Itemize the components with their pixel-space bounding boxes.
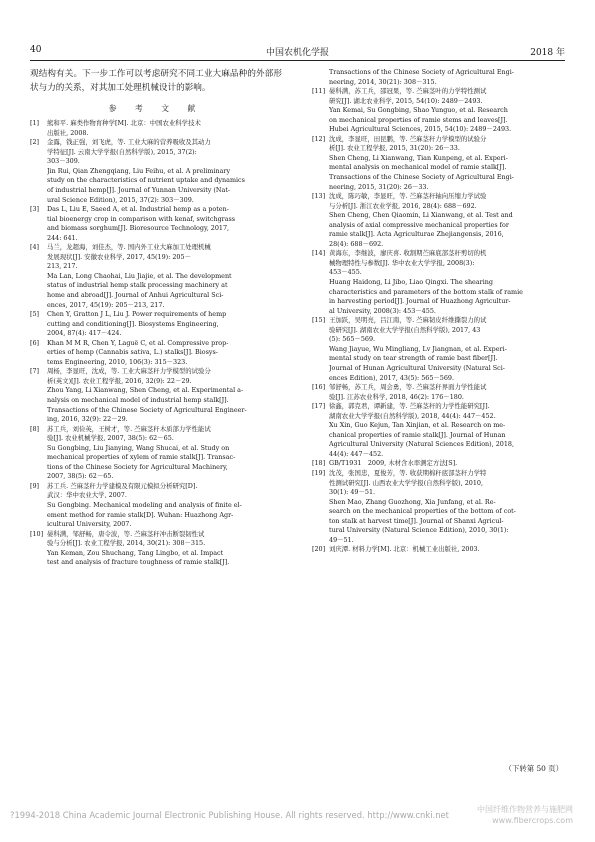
reference-line: ton stalk at harvest time[J]. Journal of Shanxi Agricul- (329, 516, 504, 525)
reference-line: 验与分析[J]. 农业工程学报, 2014, 30(21): 308－315. (47, 539, 206, 548)
reference-number: [20] (312, 545, 326, 554)
watermark-title: 中国纤维作物营养与施肥网 (477, 805, 573, 814)
reference-line: mental analysis on mechanical model of ramie stalk[J]. (329, 163, 507, 172)
reference-line: 湖南农业大学学报(自然科学版), 2018, 44(4): 447－452. (329, 411, 496, 420)
reference-number: [7] (30, 367, 40, 376)
reference-entry (312, 87, 564, 135)
reference-entry (30, 339, 282, 368)
reference-line: 武汉：华中农业大学, 2007. (47, 491, 127, 500)
reference-line: 晏科满，苏工兵，邵冠果，等. 苎麻茎叶的力学特性测试 (329, 87, 487, 96)
reference-line: 析(英文)[J]. 农业工程学报, 2016, 32(9): 22－29. (47, 376, 192, 385)
reference-number: [12] (312, 134, 326, 143)
reference-line: Yan Keman, Zou Shuchang, Tang Lingbo, et al. Impact (47, 548, 224, 557)
reference-line: 晏科满，邹舒畅，唐令波，等. 苎麻茎秆冲击断裂韧性试 (47, 529, 205, 538)
reference-line: 沈成，陈巧敏，李显旺，等. 苎麻茎秆轴向压缩力学试验 (329, 192, 487, 201)
reference-line: Zhou Yang, Li Xianwang, Shen Cheng, et al. Experimental a- (47, 386, 244, 395)
reference-line: 213, 217. (47, 262, 78, 271)
reference-line: Hubei Agricultural Sciences, 2015, 54(10): 2489－2493. (329, 125, 512, 134)
reference-line: 苏工兵. 苎麻茎秆力学建模及有限元模拟分析研究[D]. (47, 481, 198, 490)
reference-line: tems Engineering, 2010, 106(3): 315－323. (47, 357, 188, 366)
reference-line: Agricultural University (Natural Sciences Edition), 2018, (329, 440, 515, 449)
reference-entry (312, 135, 564, 192)
reference-number: [11] (312, 87, 326, 96)
reference-line: 303－309. (47, 157, 80, 166)
reference-number: [13] (312, 192, 326, 201)
reference-line: Su Gongbing. Mechanical modeling and analysis of finite el- (47, 501, 242, 510)
reference-line: Shen Cheng, Chen Qiaomin, Li Xianwang, et al. Test and (329, 211, 513, 220)
reference-line: on mechanical properties of ramie stems and leaves[J]. (329, 115, 508, 124)
reference-line: mechanical properties of xylem of ramie stalk[J]. Transac- (47, 453, 236, 462)
reference-entry (30, 138, 282, 205)
reference-line: cutting and conditioning[J]. Biosystems Engineering, (47, 319, 219, 328)
reference-line: status of industrial hemp stalk processing machinery at (47, 281, 228, 290)
reference-line: 马兰，龙超海，刘佳杰，等. 国内外工业大麻加工处理机械 (47, 243, 211, 252)
reference-line: 44(4): 447－452. (329, 449, 384, 458)
reference-number: [18] (312, 459, 326, 468)
reference-line: 研究[J]. 湖北农业科学, 2015, 54(10): 2489－2493. (329, 96, 483, 105)
journal-title: 中国农机化学报 (265, 48, 329, 58)
reference-line: al University, 2008(3): 453－455. (329, 306, 436, 315)
reference-line: Transactions of the Chinese Society of Agricultural Engi- (329, 173, 514, 182)
reference-number: [17] (312, 402, 326, 411)
reference-line: Xu Xin, Guo Kejun, Tan Xinjian, et al. Research on me- (329, 421, 506, 430)
reference-line: Shen Cheng, Li Xianwang, Tian Kunpeng, et al. Experi- (329, 153, 508, 162)
reference-line: chanical properties of ramie stalk[J]. Journal of Hunan (329, 430, 506, 439)
reference-entry (312, 402, 564, 459)
reference-line: ing, 2016, 32(9): 22－29. (47, 415, 128, 424)
reference-line: ural Science Edition), 2015, 37(2): 303－309. (47, 195, 194, 204)
reference-entry (30, 367, 282, 424)
reference-list-left (30, 119, 282, 568)
reference-number: [8] (30, 424, 40, 433)
reference-number: [9] (30, 481, 40, 490)
reference-line: Jin Rui, Qian Zhengqiang, Liu Feihu, et al. A preliminary (47, 166, 231, 175)
reference-line: 黄海东，李继波，廖庆喜. 收割期苎麻底部茎秆剪切的机 (329, 249, 487, 258)
reference-entry (312, 459, 564, 469)
reference-line: 性测试研究[J]. 山西农业大学学报(自然科学版), 2010, (329, 478, 483, 487)
reference-number: [19] (312, 468, 326, 477)
reference-line: 验[J]. 江苏农业科学, 2018, 46(2): 176－180. (329, 392, 464, 401)
reference-line: Shen Mao, Zhang Guozhong, Xia Junfang, et al. Re- (329, 497, 496, 506)
reference-line: 发展现状[J]. 安徽农业科学, 2017, 45(19): 205－ (47, 252, 191, 261)
reference-line: Wang Jiayue, Wu Mingliang, Lv Jiangnan, et al. Experi- (329, 344, 507, 353)
reference-line: 苏工兵，刘俭英，王树才，等. 苎麻茎秆木质部力学性能试 (47, 424, 211, 433)
reference-line: test and analysis of fracture toughness of ramie stalk[J]. (47, 558, 230, 567)
reference-line: 金露，钱正强，刘飞虎，等. 工业大麻的营养吸收及其动力 (47, 138, 211, 147)
reference-line: tial bioenergy crop in comparison with kenaf, switchgrass (47, 214, 236, 223)
reference-line: 与分析[J]. 浙江农业学报, 2016, 28(4): 688－692. (329, 201, 477, 210)
reference-number: [2] (30, 138, 40, 147)
reference-line: 王加跃，吴明亮，吕江南，等. 苎麻韧皮纤维撕裂力的试 (329, 316, 487, 325)
reference-line: home and abroad[J]. Journal of Anhui Agricultural Sci- (47, 290, 224, 299)
reference-number: [14] (312, 249, 326, 258)
reference-line: 析[J]. 农业工程学报, 2015, 31(20): 26－33. (329, 144, 460, 153)
continued-note: （下转第 50 页） (504, 764, 563, 773)
reference-number: [6] (30, 338, 40, 347)
reference-line: 验研究[J]. 湖南农业大学学报(自然科学版), 2017, 43 (329, 325, 481, 334)
reference-entry (30, 530, 282, 568)
reference-entry (30, 482, 282, 530)
reference-line: Chen Y, Gratton J L, Liu J. Power requirements of hemp (47, 310, 227, 319)
reference-line: Khan M M R, Chen Y, Laguë C, et al. Compressive prop- (47, 338, 229, 347)
reference-line: tural University (Natural Science Edition), 2010, 30(1): (329, 526, 509, 535)
reference-line: of industrial hemp[J]. Journal of Yunnan University (Nat- (47, 185, 231, 194)
reference-line: ement method for ramie stalk[D]. Wuhan: Huazhong Agr- (47, 510, 234, 519)
reference-line: 49－51. (329, 535, 354, 544)
reference-line: ramie stalk[J]. Acta Agriculturae Zhejiangensis, 2016, (329, 230, 504, 239)
reference-entry (30, 310, 282, 339)
reference-line: 出版社, 2008. (47, 128, 89, 137)
reference-line: neering, 2015, 31(20): 26－33. (329, 182, 429, 191)
reference-line: Su Gongbing, Liu Jianying, Wang Shucai, et al. Study on (47, 443, 230, 452)
page-header (30, 40, 565, 61)
reference-line: 学特征[J]. 云南大学学报(自然科学版), 2015, 37(2): (47, 147, 197, 156)
reference-line: tions of the Chinese Society for Agricultural Machinery, (47, 462, 228, 471)
reference-line: 刘庆潭. 材料力学[M]. 北京：机械工业出版社, 2003. (329, 545, 480, 554)
reference-line: 沈成，李显旺，田昆鹏，等. 苎麻茎秆力学模型的试验分 (329, 134, 487, 143)
reference-line: icultural University, 2007. (47, 520, 132, 529)
reference-number: [10] (30, 529, 44, 538)
reference-line: 2007, 38(5): 62－65. (47, 472, 114, 481)
reference-line: ences, 2017, 45(19): 205－213, 217. (47, 300, 165, 309)
reference-entry (30, 243, 282, 310)
reference-list-right (312, 68, 564, 555)
reference-line: and biomass sorghum[J]. Bioresource Technology, 2017, (47, 224, 230, 233)
reference-line: characteristics and parameters of the bottom stalk of ramie (329, 287, 523, 296)
reference-entry (312, 192, 564, 249)
reference-line: analysis of axial compressive mechanical properties for (329, 220, 509, 229)
reference-entry (312, 249, 564, 316)
reference-entry (312, 383, 564, 402)
reference-line: 30(1): 49－51. (329, 488, 376, 497)
reference-line: Das L, Liu E, Saeed A, et al. Industrial hemp as a poten- (47, 205, 229, 214)
page-number: 40 (30, 45, 42, 55)
references-title: 参 考 文 献 (108, 103, 204, 113)
reference-line: 244: 641. (47, 233, 78, 242)
reference-line: 2004, 87(4): 417－424. (47, 329, 122, 338)
reference-line: Transactions of the Chinese Society of Agricultural Engi- (329, 68, 514, 76)
reference-line: study on the characteristics of nutrient uptake and dynamics (47, 176, 245, 185)
reference-line: 邹舒畅，苏工兵，周会勇，等. 苎麻茎秆界面力学性能试 (329, 383, 487, 392)
reference-line: in harvesting period[J]. Journal of Huazhong Agricultur- (329, 297, 511, 306)
reference-number: [15] (312, 316, 326, 325)
reference-line: Journal of Hunan Agricultural University (Natural Sci- (329, 363, 505, 372)
reference-line: ences Edition), 2017, 43(5): 565－569. (329, 373, 455, 382)
reference-line: erties of hemp (Cannabis sativa, L.) stalks[J]. Biosys- (47, 348, 218, 357)
reference-line: nalysis on mechanical model of industrial hemp stalk[J]. (47, 396, 229, 404)
reference-entry (312, 469, 564, 545)
reference-entry (30, 205, 282, 243)
reference-line: Yan Kemai, Su Gongbing, Shao Yunguo, et al. Research (329, 106, 508, 115)
reference-entry (30, 425, 282, 482)
right-column (312, 68, 564, 555)
reference-line: 453－455. (329, 268, 362, 277)
reference-number: [3] (30, 205, 40, 214)
reference-number: [4] (30, 243, 40, 252)
watermark (477, 804, 573, 826)
reference-line: neering, 2014, 30(21): 308－315. (329, 77, 437, 86)
reference-line: 沈茂，张国忠，夏俊芳，等. 收获期棉秆底部茎秆力学特 (329, 468, 487, 477)
reference-line: 熊和平. 麻类作物育种学[M]. 北京：中国农业科学技术 (47, 119, 201, 128)
reference-entry (312, 316, 564, 383)
reference-line: Transactions of the Chinese Society of Agricultural Engineer- (47, 405, 247, 414)
reference-line: 徐鑫，郭克君，谭新建，等. 苎麻茎秆的力学性能研究[J]. (329, 402, 490, 411)
reference-number: [16] (312, 383, 326, 392)
reference-entry (312, 545, 564, 555)
reference-line: GB/T1931 2009, 木材含水率测定方法[S]. (329, 459, 458, 468)
body-paragraph: 观结构有关。下一步工作可以考虑研究不同工业大麻品种的外部形状与力的关系，对其加工处理机械设计的影响。 (30, 69, 282, 93)
copyright-notice: ?1994-2018 China Academic Journal Electronic Publishing House. All rights reserved. http://www.cnki.net (10, 810, 449, 820)
reference-line: 28(4): 688－692. (329, 239, 384, 248)
left-column (30, 68, 282, 568)
publication-year: 2018 年 (530, 48, 565, 58)
reference-line: 周杨，李显旺，沈成，等. 工业大麻茎秆力学模型的试验分 (47, 367, 211, 376)
reference-line: 械物理特性与参数[J]. 华中农业大学学报, 2008(3): (329, 258, 475, 267)
reference-line: mental study on tear strength of ramie bast fiber[J]. (329, 354, 498, 363)
reference-line: Huang Haidong, Li Jibo, Liao Qingxi. The shearing (329, 278, 493, 287)
reference-entry (30, 119, 282, 138)
reference-number: [5] (30, 310, 40, 319)
reference-line: 验[J]. 农业机械学报, 2007, 38(5): 62－65. (47, 434, 174, 443)
reference-line: Ma Lan, Long Chaohai, Liu Jiajie, et al. The development (47, 271, 232, 280)
reference-line: search on the mechanical properties of the bottom of cot- (329, 507, 516, 516)
watermark-url: www.fibercrops.com (492, 816, 573, 825)
reference-number: [1] (30, 119, 40, 128)
page-footer (10, 806, 585, 828)
reference-line: (5): 565－569. (329, 335, 376, 344)
reference-entry (312, 68, 564, 87)
